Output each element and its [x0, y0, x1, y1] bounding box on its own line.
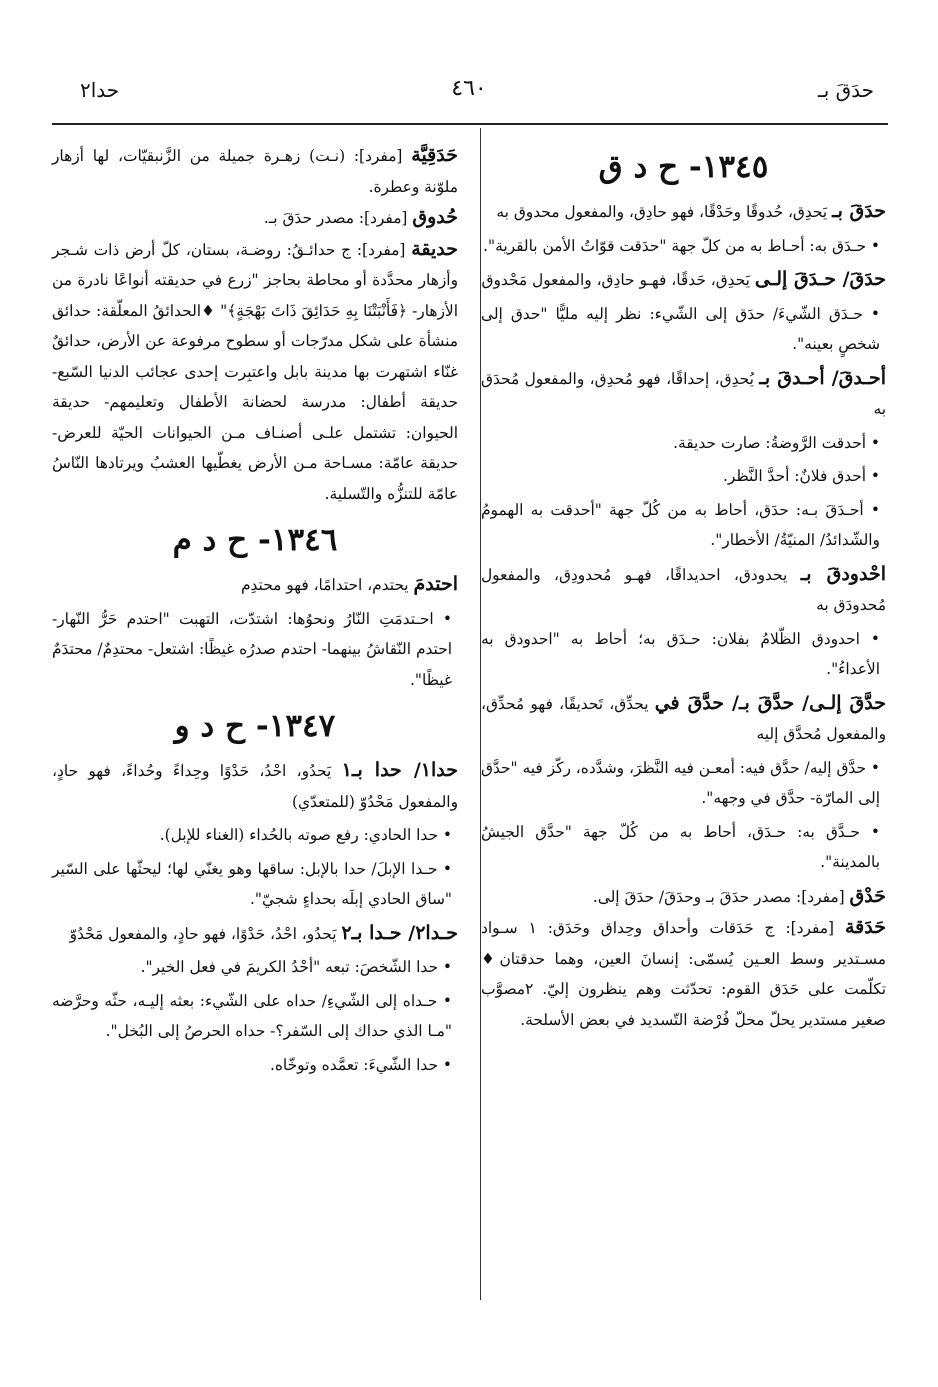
entry-example: • حـدَق به: أحـاط به من كلّ جهة "حدَقت قوّاتُ الأمن بالقرية".: [483, 236, 880, 255]
entry-body: يحتدم، احتدامًا، فهو محتدِم: [240, 576, 409, 594]
entry-example: • أحـدَقَ بـه: حدَق، أحاط به من كُلّ جهة "أحدقت به الهمومُ والشّدائدُ/ المنيّةُ/ الأخطار".: [481, 500, 880, 549]
entry-headword: حُدوق: [412, 206, 458, 228]
entry-example: • حـداه إلى الشّيءِ/ حداه على الشّيء: بعثه إليـه، حثّه وحرَّضه "مـا الذي حداك إلى السّفر؟- حداه الحرصُ إلى البُخل".: [52, 991, 452, 1040]
entry-hadaqa-noun: [481, 912, 886, 1035]
entry-hadaqiyya: [52, 140, 458, 202]
entry-hadq: [481, 881, 886, 913]
entry-huduq: [52, 202, 458, 234]
entry-body: [مفرد]: (نـت) زهـرة جميلة من الزَّنبقيّات، لها أزهار ملوّنة وعطرة.: [52, 147, 458, 196]
entry-example: • حدا الشّيءَ: تعمَّده وتوخّاه.: [269, 1055, 452, 1074]
page-header: [52, 70, 886, 106]
entry-ihdawdaqa: [481, 559, 886, 621]
entry-example: • أحدق فلانٌ: أحدَّ النَّظر.: [723, 467, 880, 485]
entry-hadiqa: [52, 234, 458, 510]
entry-body: يَحدُو، احْدُ، حَدْوًا وحِداءً وحُداءً، فهو حادٍ، والمفعول مَحْدُوّ (للمتعدّي): [52, 762, 458, 811]
entry-body: يُحدِق، إحداقًا، فهو مُحدِق، والمفعول مُحدَق به: [481, 369, 886, 418]
entry-body: [مفرد]: ج حدائـقُ: روضـة، بستان، كلّ أرض ذات شـجر وأزهار محدَّدة أو محاطة بحاجز "زرع في حديقته أنواعًا نادرة من الأزهار- ﴿فَأَنْبَتْنَا بِهِ حَدَائِقَ ذَاتَ بَهْجَةٍ﴾" ♦الحدائقُ المعلّقة: حدائق منشأة على شكل مدرّجات أو سطوح مرفوعة عن الأرض، حدائقٌ غنّاء اشتهرت بها مدينة بابل واعتبِرت إحدى عجائب الدنيا السّبع- حديقة أطفال: مدرسة لحضانة الأطفال وتعليمهم- حديقة الحيوان: تشتمل علـى أصنـاف مـن الحيوانات الحيّة للعرض- حديقة عامّة: مسـاحة مـن الأرض يغطّيها العشبُ ويرتادها النّاسُ عامّة للتنزُّه والتّسلية.: [52, 240, 458, 503]
entry-example: • احدودق الظّلامُ بفلان: حـدَق به؛ أحاط به "احدودق به الأعداءُ".: [481, 629, 880, 678]
entry-headword: حَدْق: [849, 884, 886, 907]
entry-example: • حدا الحادي: رفع صوته بالحُداء (الغناء للإبل).: [159, 826, 452, 844]
section-heading-1346: ١٣٤٦- ح د م: [172, 522, 338, 558]
entry-body: يَحدِق، حُدوقًا وحَدْقًا، فهو حادِق، والمفعول محدوق به: [496, 203, 828, 221]
right-column: [481, 136, 886, 1035]
header-guide-word-left: حدا٢: [80, 78, 120, 102]
entry-headword: احتدمَ: [413, 573, 458, 595]
entry-ahdaqa: [481, 363, 886, 425]
entry-hadaqa-bi: [481, 196, 886, 228]
entry-body: يَحدِق، حَدقًا، فهـو حادِق، والمفعول مَحْدوق: [481, 271, 750, 289]
entry-body: يحدودق، احديداقًا، فهـو مُحدودِق، والمفعول مُحدودَق به: [481, 565, 886, 614]
entry-headword: أحـدقَ/ أحـدقَ بـ: [759, 366, 886, 389]
section-heading-1345: ١٣٤٥- ح د ق: [598, 149, 769, 185]
entry-headword: حـدا٢/ حـدا بـ٢: [341, 921, 458, 944]
entry-body: يحدِّق، تَحديقًا، فهو مُحدِّق، والمفعول مُحدَّق إليه: [481, 694, 886, 743]
entry-body: [مفرد]: مصدر حدَقَ بـ.: [263, 209, 408, 227]
left-column: [52, 140, 458, 1083]
entry-example: • حدَّق إليه/ حدَّق فيه: أمعـن فيه النَّظرَ، وشدَّده، ركّز فيه "حدَّق إلى المارّة- حدَّق في وجهه".: [481, 758, 880, 807]
entry-headword: احْدودقَ بـ: [800, 562, 886, 585]
entry-example: • احـتدمَتِ النّارُ ونحوُها: اشتدّت، التهبت "احتدم حَرُّ النّهار- احتدم النّقاشُ بينهما- احتدم صدرُه غيظًا: اشتعل- محتدِمٌ/ محتدَمٌ غيظًا".: [52, 609, 452, 689]
header-guide-word-right: حدَقَ بـ: [817, 78, 874, 102]
entry-body: يَحدُو، احْدُ، حَدْوًا، فهو حادٍ، والمفعول مَحْدُوّ: [69, 924, 337, 943]
header-rule: [52, 123, 888, 125]
entry-example: • حـدَّق به: حـدَق، أحاط به من كُلّ جهة "حدَّق الجيشُ بالمدينة".: [481, 822, 880, 871]
entry-headword: حدَقَ بـ: [832, 200, 886, 222]
entry-headword: حدَّقَ إلـى/ حدَّقَ بـ/ حدَّقَ في: [654, 691, 886, 714]
entry-headword: حدا١/ حدا بـ١: [341, 759, 458, 781]
entry-body: [مفرد]: ج حَدَقات وأحداق وحِداق وحَدَق: ١ سـواد مسـتدير وسط العـين يُسمّى: إنسانَ العين، وهما حدقتان♦ تكلّمت على حَدَق القوم: تحدّثت وهم ينظرون إليّ. ٢مصوَّب صغير مستدير يحلّ محلّ فُرْضة التّسديد في بعض الأسلحة.: [481, 919, 886, 1029]
entry-hada-1: [52, 755, 458, 817]
entry-headword: حديقة: [411, 237, 458, 260]
entry-hadaqa-ila: [481, 264, 886, 296]
entry-example: • حدا الشّخصَ: تبعه "أحْدُ الكريمَ في فعل الخير".: [140, 958, 452, 976]
entry-headword: حدَقَ/ حـدَقَ إلـى: [754, 268, 886, 290]
entry-headword: حَدَقة: [845, 916, 886, 938]
entry-haddaqa: [481, 688, 886, 750]
entry-example: • أحدقت الرَّوضةُ: صارت حديقة.: [673, 433, 880, 452]
entry-example: • حـدَق الشّيءَ/ حدَق إلى الشّيء: نظر إليه مليًّا "حدق إلى شخصٍ بعينه".: [481, 304, 880, 353]
entry-example: • حـدا الإبلَ/ حدا بالإبل: ساقها وهو يغنّي لها؛ ليحثّها على السّير "ساق الحادي إبلَه بحداءٍ شجيّ".: [52, 859, 452, 908]
entry-ihtadama: [52, 569, 458, 601]
section-heading-1347: ١٣٤٧- ح د و: [174, 708, 336, 744]
entry-headword: حَدَقِيَّة: [411, 144, 458, 166]
page-number: ٤٦٠: [451, 76, 487, 101]
entry-body: [مفرد]: مصدر حدَقَ بـ وحدَقَ/ حدَقَ إلى.: [592, 887, 845, 906]
entry-hada-2: [52, 918, 458, 950]
